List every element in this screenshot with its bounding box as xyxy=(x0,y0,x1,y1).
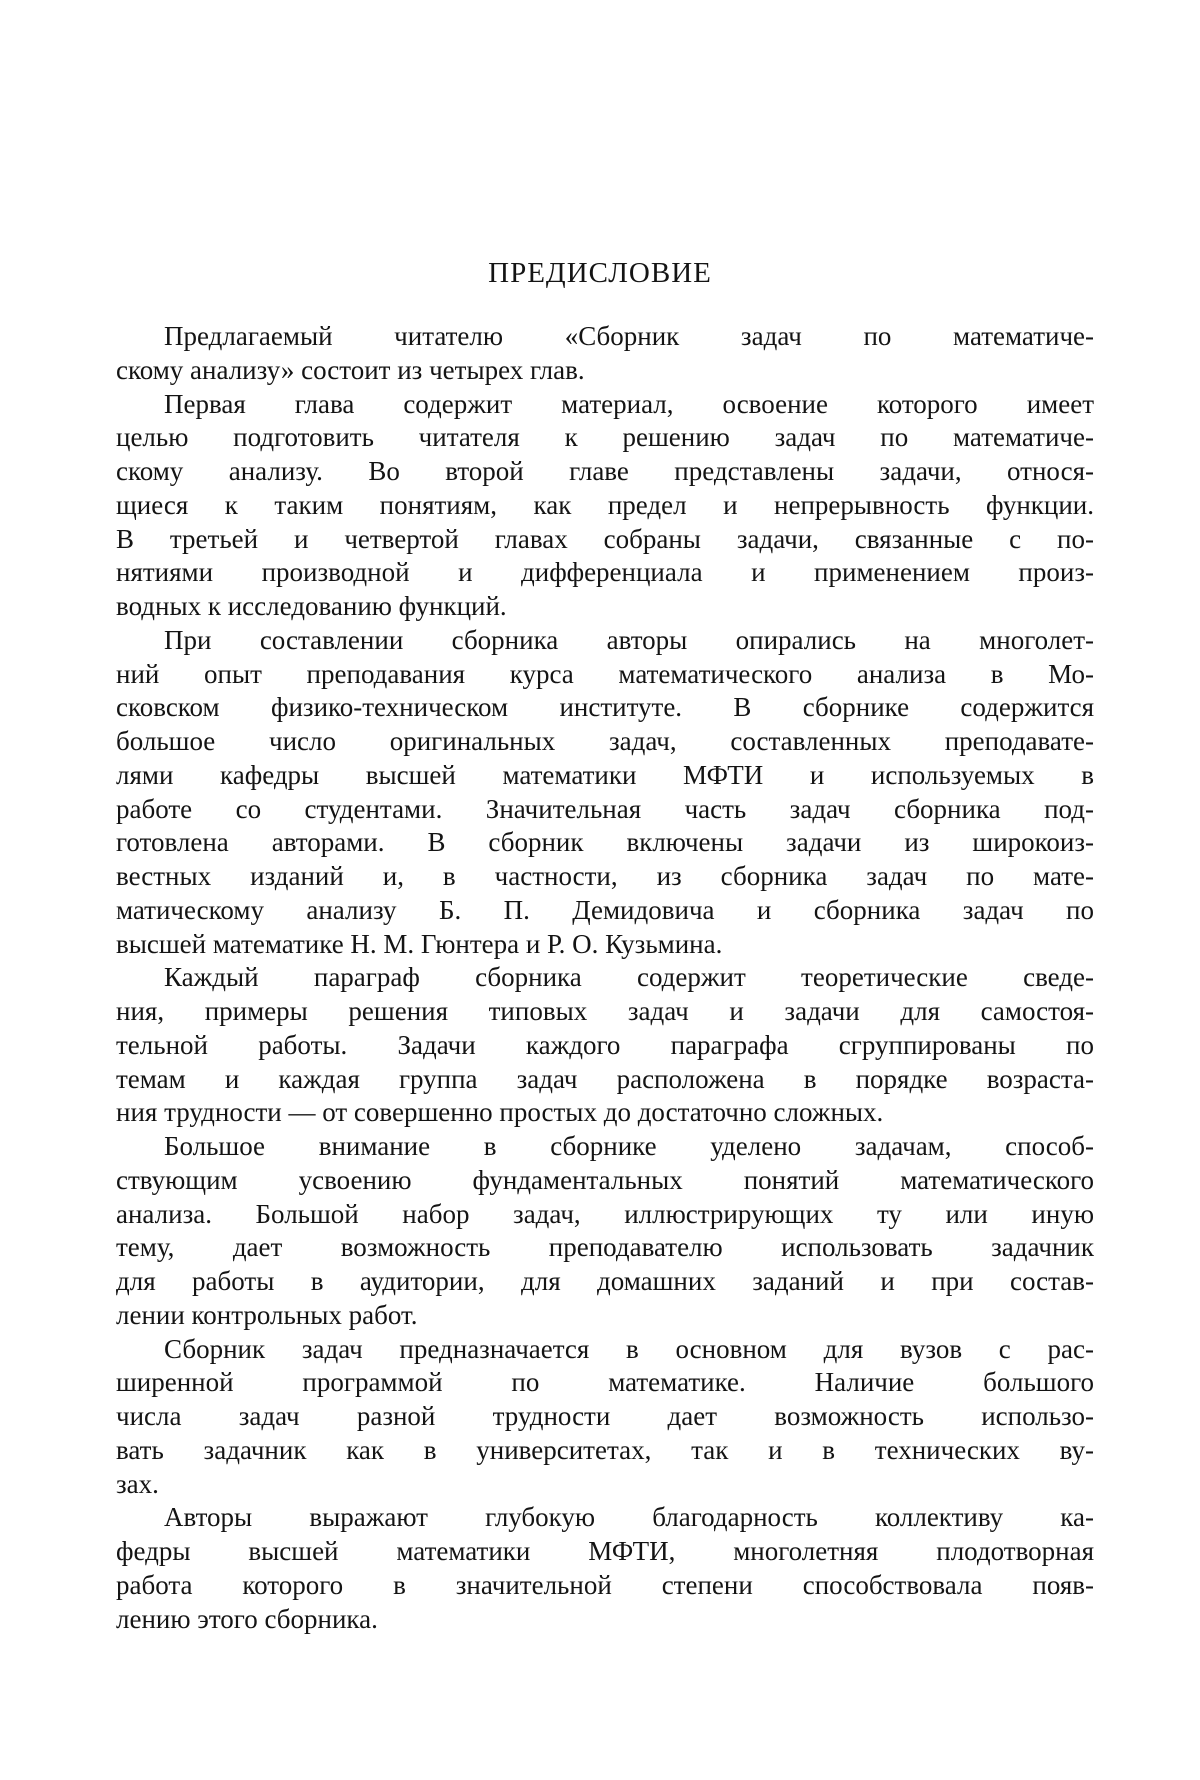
text-line: числа задач разной трудности дает возможность использо- xyxy=(116,1400,1094,1434)
text-line: для работы в аудитории, для домашних заданий и при состав- xyxy=(116,1265,1094,1299)
text-line: Первая глава содержит материал, освоение которого имеет xyxy=(116,388,1094,422)
text-line: вестных изданий и, в частности, из сборника задач по мате- xyxy=(116,860,1094,894)
text-line: сковском физико-техническом институте. В сборнике содержится xyxy=(116,691,1094,725)
text-line: работе со студентами. Значительная часть задач сборника под- xyxy=(116,793,1094,827)
preface-text xyxy=(116,320,1094,1636)
text-line: Авторы выражают глубокую благодарность коллективу ка- xyxy=(116,1501,1094,1535)
text-line: вать задачник как в университетах, так и в технических ву- xyxy=(116,1434,1094,1468)
text-line: большое число оригинальных задач, составленных преподавате- xyxy=(116,725,1094,759)
page-title: ПРЕДИСЛОВИЕ xyxy=(0,257,1200,290)
text-line: готовлена авторами. В сборник включены задачи из широкоиз- xyxy=(116,826,1094,860)
text-line: анализа. Большой набор задач, иллюстрирующих ту или иную xyxy=(116,1198,1094,1232)
text-line: водных к исследованию функций. xyxy=(116,590,1094,624)
text-line: матическому анализу Б. П. Демидовича и сборника задач по xyxy=(116,894,1094,928)
text-line: скому анализу» состоит из четырех глав. xyxy=(116,354,1094,388)
text-line: лении контрольных работ. xyxy=(116,1299,1094,1333)
text-line: лями кафедры высшей математики МФТИ и используемых в xyxy=(116,759,1094,793)
text-line: федры высшей математики МФТИ, многолетняя плодотворная xyxy=(116,1535,1094,1569)
text-line: тельной работы. Задачи каждого параграфа сгруппированы по xyxy=(116,1029,1094,1063)
text-line: Каждый параграф сборника содержит теоретические сведе- xyxy=(116,961,1094,995)
text-line: ширенной программой по математике. Наличие большого xyxy=(116,1366,1094,1400)
text-line: лению этого сборника. xyxy=(116,1603,1094,1637)
text-line: Предлагаемый читателю «Сборник задач по математиче- xyxy=(116,320,1094,354)
text-line: тему, дает возможность преподавателю использовать задачник xyxy=(116,1231,1094,1265)
text-line: скому анализу. Во второй главе представлены задачи, относя- xyxy=(116,455,1094,489)
text-line: При составлении сборника авторы опирались на многолет- xyxy=(116,624,1094,658)
text-line: зах. xyxy=(116,1468,1094,1502)
text-line: ний опыт преподавания курса математического анализа в Мо- xyxy=(116,658,1094,692)
text-line: Сборник задач предназначается в основном для вузов с рас- xyxy=(116,1333,1094,1367)
text-line: темам и каждая группа задач расположена в порядке возраста- xyxy=(116,1063,1094,1097)
text-line: Большое внимание в сборнике уделено задачам, способ- xyxy=(116,1130,1094,1164)
text-line: нятиями производной и дифференциала и применением произ- xyxy=(116,556,1094,590)
text-line: В третьей и четвертой главах собраны задачи, связанные с по- xyxy=(116,523,1094,557)
text-line: высшей математике Н. М. Гюнтера и Р. О. Кузьмина. xyxy=(116,928,1094,962)
page xyxy=(0,0,1200,1780)
text-line: ния трудности — от совершенно простых до достаточно сложных. xyxy=(116,1096,1094,1130)
text-line: ствующим усвоению фундаментальных понятий математического xyxy=(116,1164,1094,1198)
text-line: щиеся к таким понятиям, как предел и непрерывность функции. xyxy=(116,489,1094,523)
text-line: ния, примеры решения типовых задач и задачи для самостоя- xyxy=(116,995,1094,1029)
text-line: работа которого в значительной степени способствовала появ- xyxy=(116,1569,1094,1603)
text-line: целью подготовить читателя к решению задач по математиче- xyxy=(116,421,1094,455)
